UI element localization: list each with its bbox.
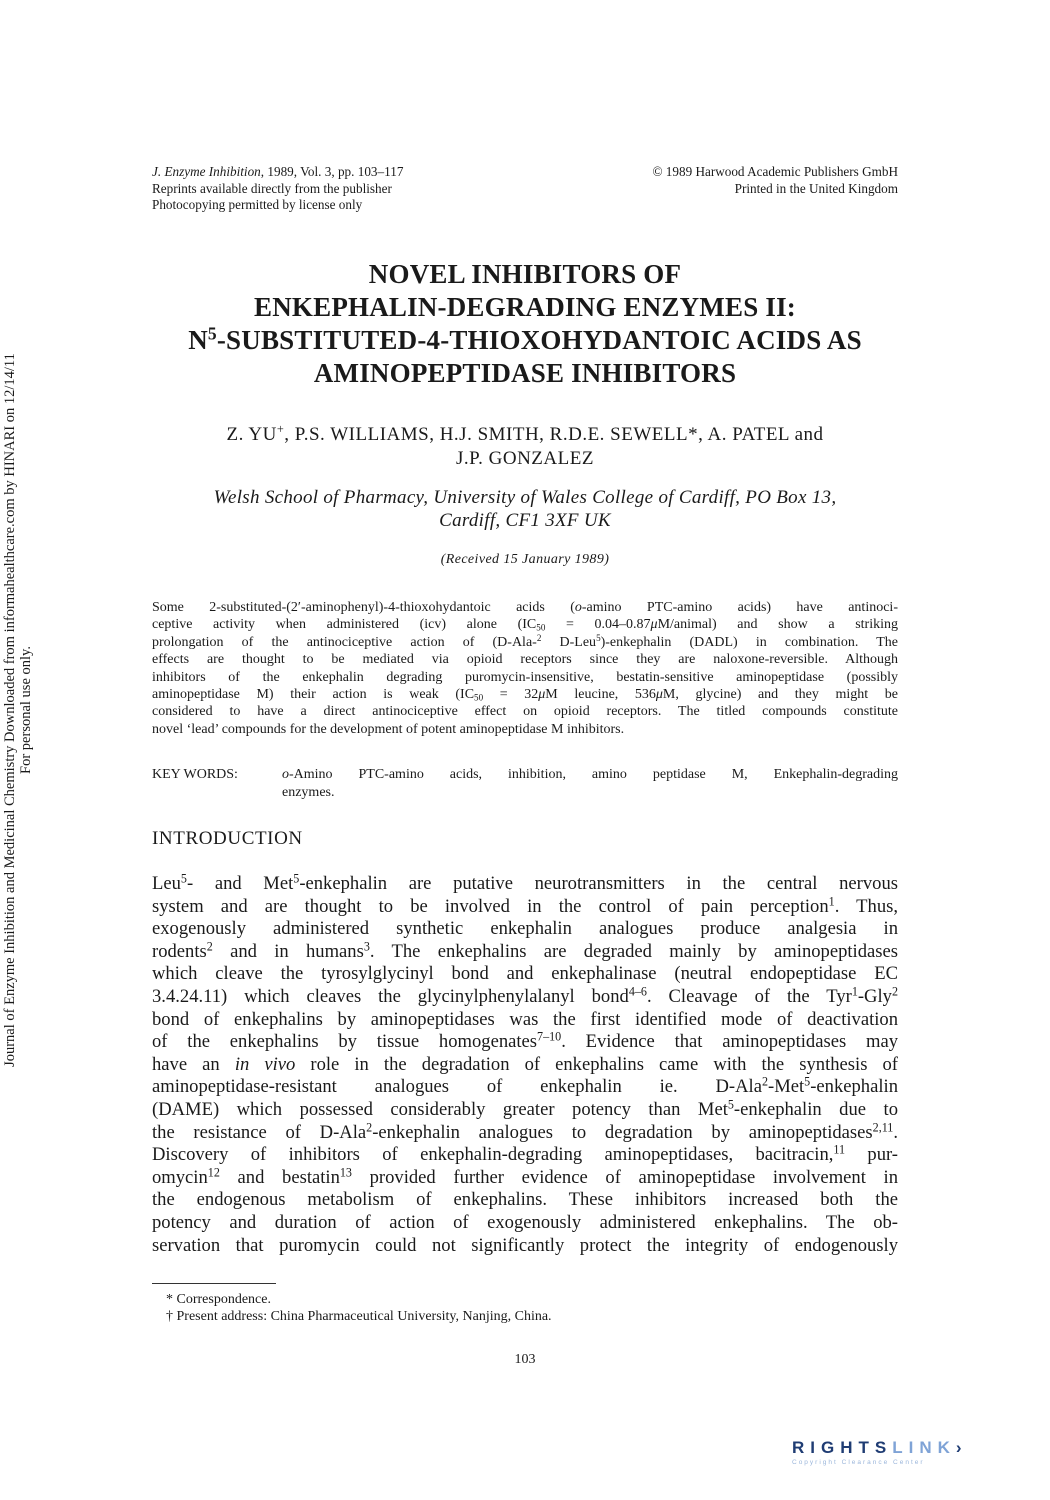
keywords-label: KEY WORDS: (152, 767, 238, 782)
photocopy-note: Photocopying permitted by license only (152, 197, 363, 212)
citation-details: , 1989, Vol. 3, pp. 103–117 (260, 164, 404, 179)
rightslink-logo[interactable]: RIGHTSLINK› Copyright Clearance Center (792, 1438, 968, 1466)
printed-line: Printed in the United Kingdom (734, 180, 898, 196)
keywords-text: o-Amino PTC-amino acids, inhibition, amino peptidase M, Enkephalin-degrading enzymes. (282, 767, 898, 800)
watermark-line: For personal use only. (18, 646, 34, 774)
keywords (152, 766, 898, 800)
publisher-info (560, 164, 898, 197)
title-line: $N^5-SUBSTITUTED-4$-THIOXOHYDANTOIC ACIDS AS (188, 323, 862, 355)
paper-title (120, 258, 930, 390)
footnote: † Present address: China Pharmaceutical University, Nanjing, China. (166, 1309, 552, 1324)
page-number: 103 (514, 1352, 536, 1367)
title-line: ENKEPHALIN-DEGRADING ENZYMES II: (254, 292, 796, 322)
watermark-line: Journal of Enzyme Inhibition and Medicinal Chemistry Downloaded from informahealthcare.com by HINARI on 12/14/11 (2, 353, 18, 1067)
introduction-body: Leu$^5$- and Met$^5$-enkephalin are putative neurotransmitters in the central nervous system and are thought to be involved in the control of pain perception$^1$. Thus, exogenously administered synthetic enkephalin analogues produce analgesia in rodents$^2$ and in humans$^3$. The enkephalins are degraded mainly by aminopeptidases which cleave the tyrosylglycinyl bond and enkephalinase (neutral endopeptidase EC 3.4.24.11) which cleaves the glycinylphenylalanyl bond$^{4-6}$. Cleavage of the Tyr$^1$-Gly$^2$ bond of enkephalins by aminopeptidases was the first identified mode of deactivation of the enkephalins by tissue homogenates$^{7-10}$. Evidence that aminopeptidases may have an in vivo role in the degradation of enkephalins came with the synthesis of aminopeptidase-resistant analogues of enkephalin ie. D-Ala$^2$-Met$^5$-enkephalin (DAME) which possessed considerably greater potency than Met$^5$-enkephalin due to the resistance of D-Ala$^2$-enkephalin analogues to degradation by aminopeptidases$^{2,11}$. Discovery of inhibitors of enkephalin-degrading aminopeptidases, bacitracin,$^{11}$ pur- omycin$^{12}$ and bestatin$^{13}$ provided further evidence of aminopeptidase involvement in the endogenous metabolism of enkephalins. These inhibitors increased both the potency and duration of action of exogenously administered enkephalins. The ob- servation that puromycin could not significantly protect the integrity of endogenously (152, 871, 899, 1256)
footnotes (166, 1291, 552, 1325)
section-heading: INTRODUCTION (152, 828, 303, 849)
title-line: AMINOPEPTIDASE INHIBITORS (313, 358, 737, 388)
abstract: Some 2-substituted-(2′-aminophenyl)-4-thioxohydantoic acids (o-amino PTC-amino acids) have antinoci- ceptive activity when administered (icv) alone ($IC_{50}$ = 0.04–0.87μM/animal) and show a striking prolongation of the antinociceptive action of (D-Ala-$^2$ D-Leu$^5$)-enkephalin (DADL) in combination. The effects are thought to be mediated via opioid receptors since they are naloxone-reversible. Although inhibitors of the enkephalin degrading puromycin-insensitive, bestatin-sensitive aminopeptidase (possibly aminopeptidase M) their action is weak ($IC_{50} = 32\mu M$ leucine, 536μM, glycine) and they might be considered to have a direct antinociceptive effect on opioid receptors. The titled compounds constitute novel ‘lead’ compounds for the development of potent aminopeptidase M inhibitors. (152, 600, 898, 737)
journal-name: J. Enzyme Inhibition (152, 164, 261, 179)
journal-citation (152, 164, 403, 214)
received-date: (Received 15 January 1989) (440, 552, 610, 567)
author-list: Z. YU+, P.S. WILLIAMS, H.J. SMITH, R.D.E. SEWELL*, A. PATEL and J.P. GONZALEZ (226, 422, 824, 469)
footnote: * Correspondence. (166, 1292, 271, 1307)
download-watermark (0, 0, 46, 1500)
reprints-note: Reprints available directly from the publisher (152, 180, 392, 196)
footnote-rule (152, 1283, 276, 1284)
affiliation: Welsh School of Pharmacy, University of Wales College of Cardiff, PO Box 13, Cardiff, CF1 3XF UK (213, 487, 837, 531)
chevron-icon: › (955, 1438, 968, 1457)
title-line: NOVEL INHIBITORS OF (368, 259, 682, 289)
copyright-line: © 1989 Harwood Academic Publishers GmbH (652, 164, 898, 179)
